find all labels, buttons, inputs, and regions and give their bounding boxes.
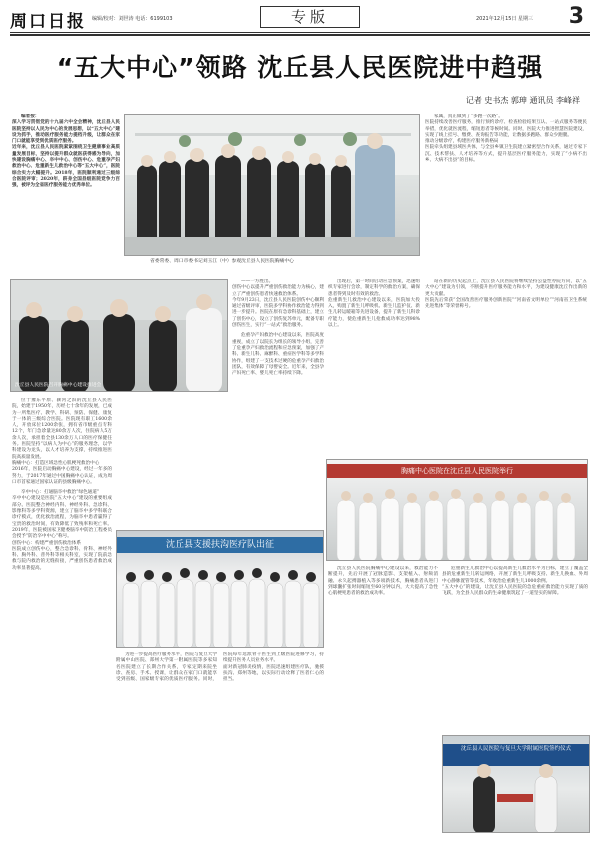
header-rule — [10, 32, 590, 33]
byline: 记者 史书杰 郭珅 通讯员 李峰祥 — [465, 96, 580, 105]
middle-upper-text-2: 危重孕产妇救治中心建设以来，医院高度重视，成立了以院长为组长的领导小组，完善了危重孕产妇救治流程和应急预案，加强了产科、新生儿科、麻醉科、重症医学科等多学科协作，组建了一支技术过硬的危重孕产妇救治团队，有效保障了母婴安全。近年来，全县孕产妇死亡率、婴儿死亡率持续下降。 — [232, 333, 324, 377]
editor-info: 编辑/校对：刘世涛 电话：6199103 — [92, 16, 173, 22]
right-bottom-column — [442, 566, 588, 730]
meeting-photo-illustration — [11, 280, 228, 392]
middle-upper-column — [232, 279, 324, 529]
inauguration-illustration — [327, 460, 588, 561]
center-bottom-column — [328, 566, 438, 838]
meeting-photo-caption: 沈丘县人民医院召开胸痛中心建设推进会 — [15, 383, 102, 388]
section-title: 专版 — [290, 8, 329, 26]
right-top-text: 家属，真正做到了“多跑一次路”。 医院持续改善医疗服务，推行预约诊疗、检查检验结果互认、一站式服务等便民举措，优化就医流程，缩短患者等候时间。同时，医院大力推进智慧医院建设，实现了线上挂号、缴费、查询报告等功能，让数据多跑路、群众少跑腿。 推动分级诊疗，构建医疗服务新格局 医院牵头组建县域医共体，与全县乡镇卫生院建立紧密型合作关系，通过专家下沉、技术帮扶、人才培养等方式，提升基层医疗服务能力，实现了“小病不出乡、大病不出县”的目标。 — [425, 114, 587, 164]
center-bottom-text: 沈丘县人民医院胸痛中心建设以来，救治能力不断提升，先后开展了冠脉造影、支架植入、射频消融、永久起搏器植入等多项新技术，胸痛患者从进门到球囊扩张时间缩短至60分钟以内，大大提高了急性心肌梗死患者的救治成功率。 — [328, 566, 438, 597]
section-box — [260, 6, 360, 28]
headline: “五大中心”领路 沈丘县人民医院进中趋强 — [56, 53, 544, 82]
main-photo-caption: 省委常委、周口市委书记刘玉江（中）参观沈丘县人民医院胸痛中心 — [150, 259, 294, 264]
middle-right-text: 出现后，第一时间启动应急预案，迅速组织专家进行会诊，制定科学的救治方案，确保患者得到及时有效的救治。 危重新生儿救治中心建设以来，医院加大投入，购置了新生儿呼吸机、新生儿监护仪、新生儿转运暖箱等先进设备，提升了新生儿科诊疗能力，使危重新生儿抢救成功率达到98%以上。 — [328, 279, 420, 329]
middle-upper-text: ——一方胜出。 创伤中心以提升严重创伤救治能力为核心，建立了严重创伤患者快速救治体系。 今年9月23日，沈丘县人民医院创伤中心顺利通过省级评审，医院多学科协作救治能力得到进一步提升。医院在原有急诊科基础上，建立了创伤中心，设立了创伤复苏单元，配备专职创伤医生，实行“一站式”救治服务。 — [232, 279, 324, 329]
signing-photo — [442, 735, 590, 833]
masthead — [10, 6, 590, 30]
medical-team-photo — [116, 530, 324, 648]
left-long-text: 位于豫东平原、颍河之滨的沈丘县人民医院，始建于1950年，历经七十余年的发展，已成为一所集医疗、教学、科研、预防、保健、康复于一体的三级综合医院。医院现有职工1600余人，开放床位1200余张，拥有省市级重点专科12个，年门急诊量达80余万人次，住院病人5万余人次，承担着全县130余万人口的医疗保健任务。医院坚持“以病人为中心”的服务理念，以学科建设为龙头，以人才培养为支撑，持续推进医院高质量发展。 胸痛中心：打造区域急性心肌梗死救治中心 2016年，医院启动胸痛中心建设，经过一年多的努力，于2017年通过中国胸痛中心认证，成为周口市首家通过国家认证的县级胸痛中心。 — [12, 398, 112, 485]
meeting-photo — [10, 279, 228, 392]
right-middle-column — [425, 279, 587, 455]
right-bottom-text: 危重新生儿救治中心以提高新生儿救治水平为目标，建立了覆盖全县的危重新生儿转运网络，开展了新生儿呼吸支持、新生儿换血、外周中心静脉置管等技术，年收治危重新生儿1000余例。 “五大中心”的建设，让沈丘县人民医院的急危重症救治能力实现了质的飞跃，为全县人民群众的生命健康筑起了一道坚实的屏障。 — [442, 566, 588, 597]
main-photo-illustration — [125, 115, 420, 256]
right-top-column — [425, 114, 587, 272]
inauguration-photo — [326, 459, 588, 561]
medical-team-banner: 沈丘县支援扶沟医疗队出征 — [117, 537, 323, 553]
left-long-text-2: 卒中中心：打通脑卒中救治“绿色通道” 卒中中心建设是医院“五大中心”建设的重要组成部分。医院整合神经内科、神经外科、急诊科、影像科等多学科资源，建立了脑卒中多学科联合诊疗模式，优化救治流程，为脑卒中患者赢得了宝贵的救治时间，有效降低了致残率和死亡率。2019年，医院被国家卫健委脑卒中防治工程委员会授予“防治卒中中心”称号。 创伤中心：构建严重创伤救治体系 医院成立创伤中心，整合急诊科、骨科、神经外科、胸外科、普外科等相关科室，实现了院前急救与院内救治的无缝衔接，严重创伤患者救治成功率显著提高。 — [12, 490, 112, 571]
signing-banner: 沈丘县人民医院与复旦大学附属医院签约仪式 — [443, 744, 589, 766]
medical-team-illustration — [117, 531, 324, 648]
middle-bottom-text: 为进一步提高医疗服务水平，医院与复旦大学附属中山医院、郑州大学第一附属医院等多家知名医院建立了长期合作关系，专家定期来院坐诊、查房、手术、授课，让群众在家门口就能享受到省级、国家级专家的优质医疗服务。同时，医院每年选派骨干医生到上级医院进修学习，持续提升医务人员业务水平。 面对新冠肺炎疫情，医院迅速组建医疗队，驰援扶沟、郑州等地，以实际行动诠释了医者仁心的担当。 — [116, 652, 324, 683]
right-middle-text: 站在新的历史起点上，沈丘县人民医院将继续坚持公益性办院方向，以“五大中心”建设为引领，不断提升医疗服务能力和水平，为建设健康沈丘作出新的更大贡献。 医院先后荣获“全国改善医疗服务创新医院”“河南省文明单位”“河南省卫生系统先进集体”等荣誉称号。 — [425, 279, 587, 310]
main-photo — [124, 114, 420, 256]
page-number: 3 — [568, 4, 584, 29]
inauguration-banner: 胸痛中心医院在沈丘县人民医院举行 — [327, 464, 587, 478]
header-rule-thick — [10, 34, 590, 36]
left-long-column — [12, 398, 112, 838]
middle-bottom-column — [116, 652, 324, 838]
middle-right-column — [328, 279, 420, 455]
newspaper-logo: 周口日报 — [10, 12, 86, 32]
signing-illustration — [443, 736, 590, 833]
intro-column — [12, 114, 120, 274]
dateline: 2021年12月15日 星期三 — [476, 16, 534, 22]
intro-text: 编者按： 深入学习贯彻党的十九届六中全会精神，沈丘县人民医院坚持以人民为中心的发展思想，以“五大中心”建设为抓手，推动医疗服务能力提档升级，让群众在家门口就能享受到优质医疗服务。 近年来，沈丘县人民医院紧紧围绕卫生健康事业高质量发展目标，坚持以提升群众就医获得感为导向，加快建设胸痛中心、卒中中心、创伤中心、危重孕产妇救治中心、危重新生儿救治中心等“五大中心”，医院综合实力大幅提升。2018年，医院顺利通过三级综合医院评审；2020年，跻身全国县级医院竞争力百强，被评为全省医疗服务能力优秀单位。 — [12, 114, 120, 189]
